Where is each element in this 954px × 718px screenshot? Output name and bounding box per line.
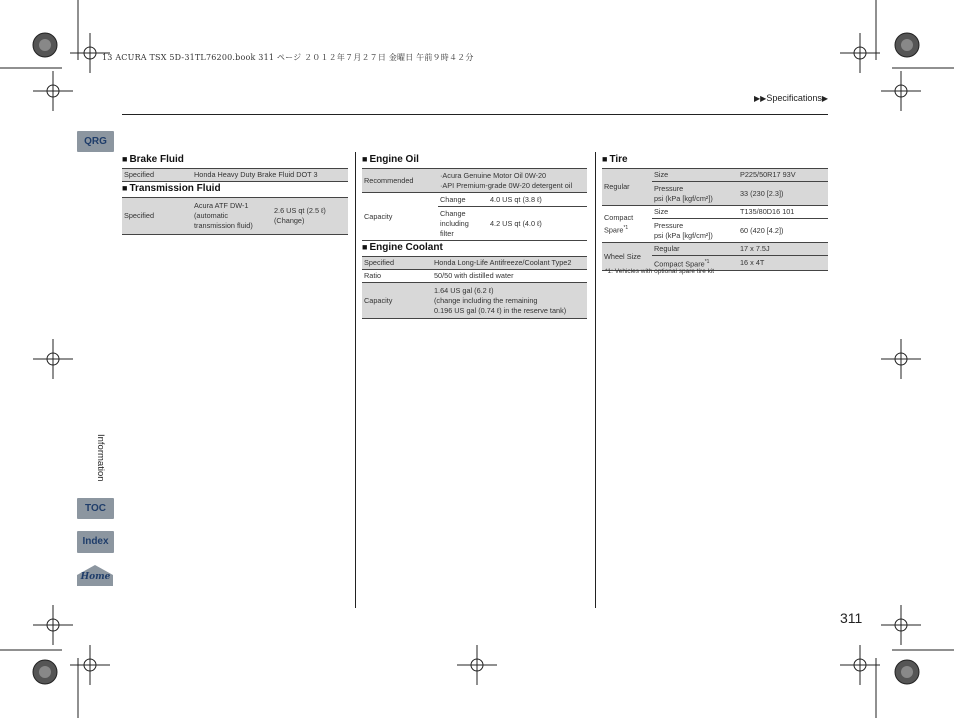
pressure-line-2: psi (kPa [kgf/cm²]) [654, 193, 713, 203]
transmission-specified-label: Specified [122, 198, 192, 235]
coolant-cap-line-3: 0.196 US gal (0.74 ℓ) in the reserve tank) [434, 305, 567, 315]
toc-button[interactable]: TOC [77, 498, 114, 519]
wheel-size-label: Wheel Size [602, 243, 652, 271]
tire-footnote: *1: Vehicles with optional spare tire kit [605, 268, 715, 275]
table-row [602, 206, 828, 219]
transmission-fluid-heading: Transmission Fluid [129, 183, 221, 194]
coolant-capacity-value [432, 283, 587, 319]
tire-size-label: Size [652, 169, 738, 182]
square-bullet-icon: ■ [362, 242, 368, 252]
capacity-line-1: 2.6 US qt (2.5 ℓ) [274, 206, 326, 215]
table-row [602, 169, 828, 182]
square-bullet-icon: ■ [122, 154, 128, 164]
oil-change-filter-label [438, 207, 488, 241]
square-bullet-icon: ■ [122, 183, 128, 193]
oil-rec-line-2: ·API Premium-grade 0W-20 detergent oil [440, 180, 573, 190]
oil-rec-line-1: ·Acura Genuine Motor Oil 0W-20 [440, 170, 547, 180]
tire-compact-pressure: 60 (420 [4.2]) [738, 219, 828, 243]
index-button[interactable]: Index [77, 531, 114, 553]
square-bullet-icon: ■ [602, 154, 608, 164]
engine-oil-table [362, 168, 587, 241]
tire-pressure-label [652, 182, 738, 206]
home-label: Home [80, 572, 111, 582]
breadcrumb-arrows: ▶▶ [754, 94, 767, 103]
breadcrumb-label[interactable]: Specifications [766, 93, 822, 103]
oil-change-filter-value: 4.2 US qt (4.0 ℓ) [488, 207, 587, 241]
breadcrumb[interactable] [754, 93, 828, 103]
fluid-line-2: (automatic [194, 211, 229, 220]
tire-regular-size: P225/50R17 93V [738, 169, 828, 182]
table-row [362, 193, 587, 207]
fluid-line-1: Acura ATF DW-1 [194, 201, 249, 210]
tire-size-label-2: Size [652, 206, 738, 219]
capacity-line-2: (Change) [274, 216, 305, 225]
wheel-regular-value: 17 x 7.5J [738, 243, 828, 256]
table-row [122, 198, 348, 235]
cif-line-1: Change [440, 208, 466, 218]
fluid-line-3: transmission fluid) [194, 221, 253, 230]
brake-fluid-table [122, 168, 348, 182]
wheel-regular-label: Regular [652, 243, 738, 256]
pressure-line-2b: psi (kPa [kgf/cm²]) [654, 230, 713, 240]
tire-compact-size: T135/80D16 101 [738, 206, 828, 219]
header-rule [122, 114, 828, 115]
brake-fluid-heading: Brake Fluid [129, 154, 184, 165]
cif-line-3: filter [440, 228, 454, 238]
coolant-specified-label: Specified [362, 257, 432, 270]
oil-change-value: 4.0 US qt (3.8 ℓ) [488, 193, 587, 207]
brake-fluid-title [122, 154, 184, 165]
wheel-footnote-ref: *1 [704, 259, 710, 265]
coolant-ratio-label: Ratio [362, 270, 432, 283]
pressure-line-1b: Pressure [654, 220, 684, 230]
tire-pressure-label-2 [652, 219, 738, 243]
brake-specified-value: Honda Heavy Duty Brake Fluid DOT 3 [192, 169, 348, 182]
transmission-fluid-value [192, 198, 272, 235]
compact-footnote-ref: *1 [623, 224, 629, 231]
print-header: 13 ACURA TSX 5D-31TL76200.book 311 ページ ２０１２年７月２７日 金曜日 午前９時４２分 [102, 53, 474, 62]
coolant-cap-line-2: (change including the remaining [434, 295, 538, 305]
table-row [122, 169, 348, 182]
coolant-ratio-value: 50/50 with distilled water [432, 270, 587, 283]
tire-regular-pressure: 33 (230 [2.3]) [738, 182, 828, 206]
compact-line-1: Compact [604, 212, 634, 222]
column-divider-1 [355, 152, 356, 608]
page-number: 311 [840, 610, 863, 626]
table-row [602, 243, 828, 256]
oil-capacity-label: Capacity [362, 193, 438, 241]
engine-oil-title [362, 154, 419, 165]
coolant-cap-line-1: 1.64 US gal (6.2 ℓ) [434, 285, 494, 295]
transmission-fluid-table [122, 197, 348, 235]
home-button[interactable] [77, 563, 114, 587]
wheel-compact-text: Compact Spare [654, 259, 705, 269]
tire-title [602, 154, 628, 165]
table-row [362, 283, 587, 319]
tire-heading: Tire [609, 154, 628, 165]
table-row [362, 169, 587, 193]
brake-specified-label: Specified [122, 169, 192, 182]
engine-coolant-title [362, 242, 443, 253]
engine-coolant-table [362, 256, 587, 319]
cif-line-2: including [440, 218, 469, 228]
tire-table [602, 168, 828, 271]
coolant-capacity-label: Capacity [362, 283, 432, 319]
coolant-specified-value: Honda Long-Life Antifreeze/Coolant Type2 [432, 257, 587, 270]
oil-recommended-value [438, 169, 587, 193]
tire-compact-label [602, 206, 652, 243]
square-bullet-icon: ■ [362, 154, 368, 164]
engine-oil-heading: Engine Oil [369, 154, 419, 165]
section-label: Information [95, 434, 106, 482]
column-divider-2 [595, 152, 596, 608]
transmission-fluid-title [122, 183, 221, 194]
engine-coolant-heading: Engine Coolant [369, 242, 443, 253]
table-row [362, 270, 587, 283]
breadcrumb-tail: ▶ [821, 94, 828, 103]
transmission-capacity-value [272, 198, 348, 235]
compact-spare-text: Spare [604, 225, 624, 235]
tire-regular-label: Regular [602, 169, 652, 206]
oil-recommended-label: Recommended [362, 169, 438, 193]
table-row [362, 257, 587, 270]
oil-change-label: Change [438, 193, 488, 207]
qrg-button[interactable]: QRG [77, 131, 114, 152]
compact-line-2 [604, 223, 650, 235]
wheel-compact-value: 16 x 4T [738, 256, 828, 271]
pressure-line-1: Pressure [654, 183, 684, 193]
